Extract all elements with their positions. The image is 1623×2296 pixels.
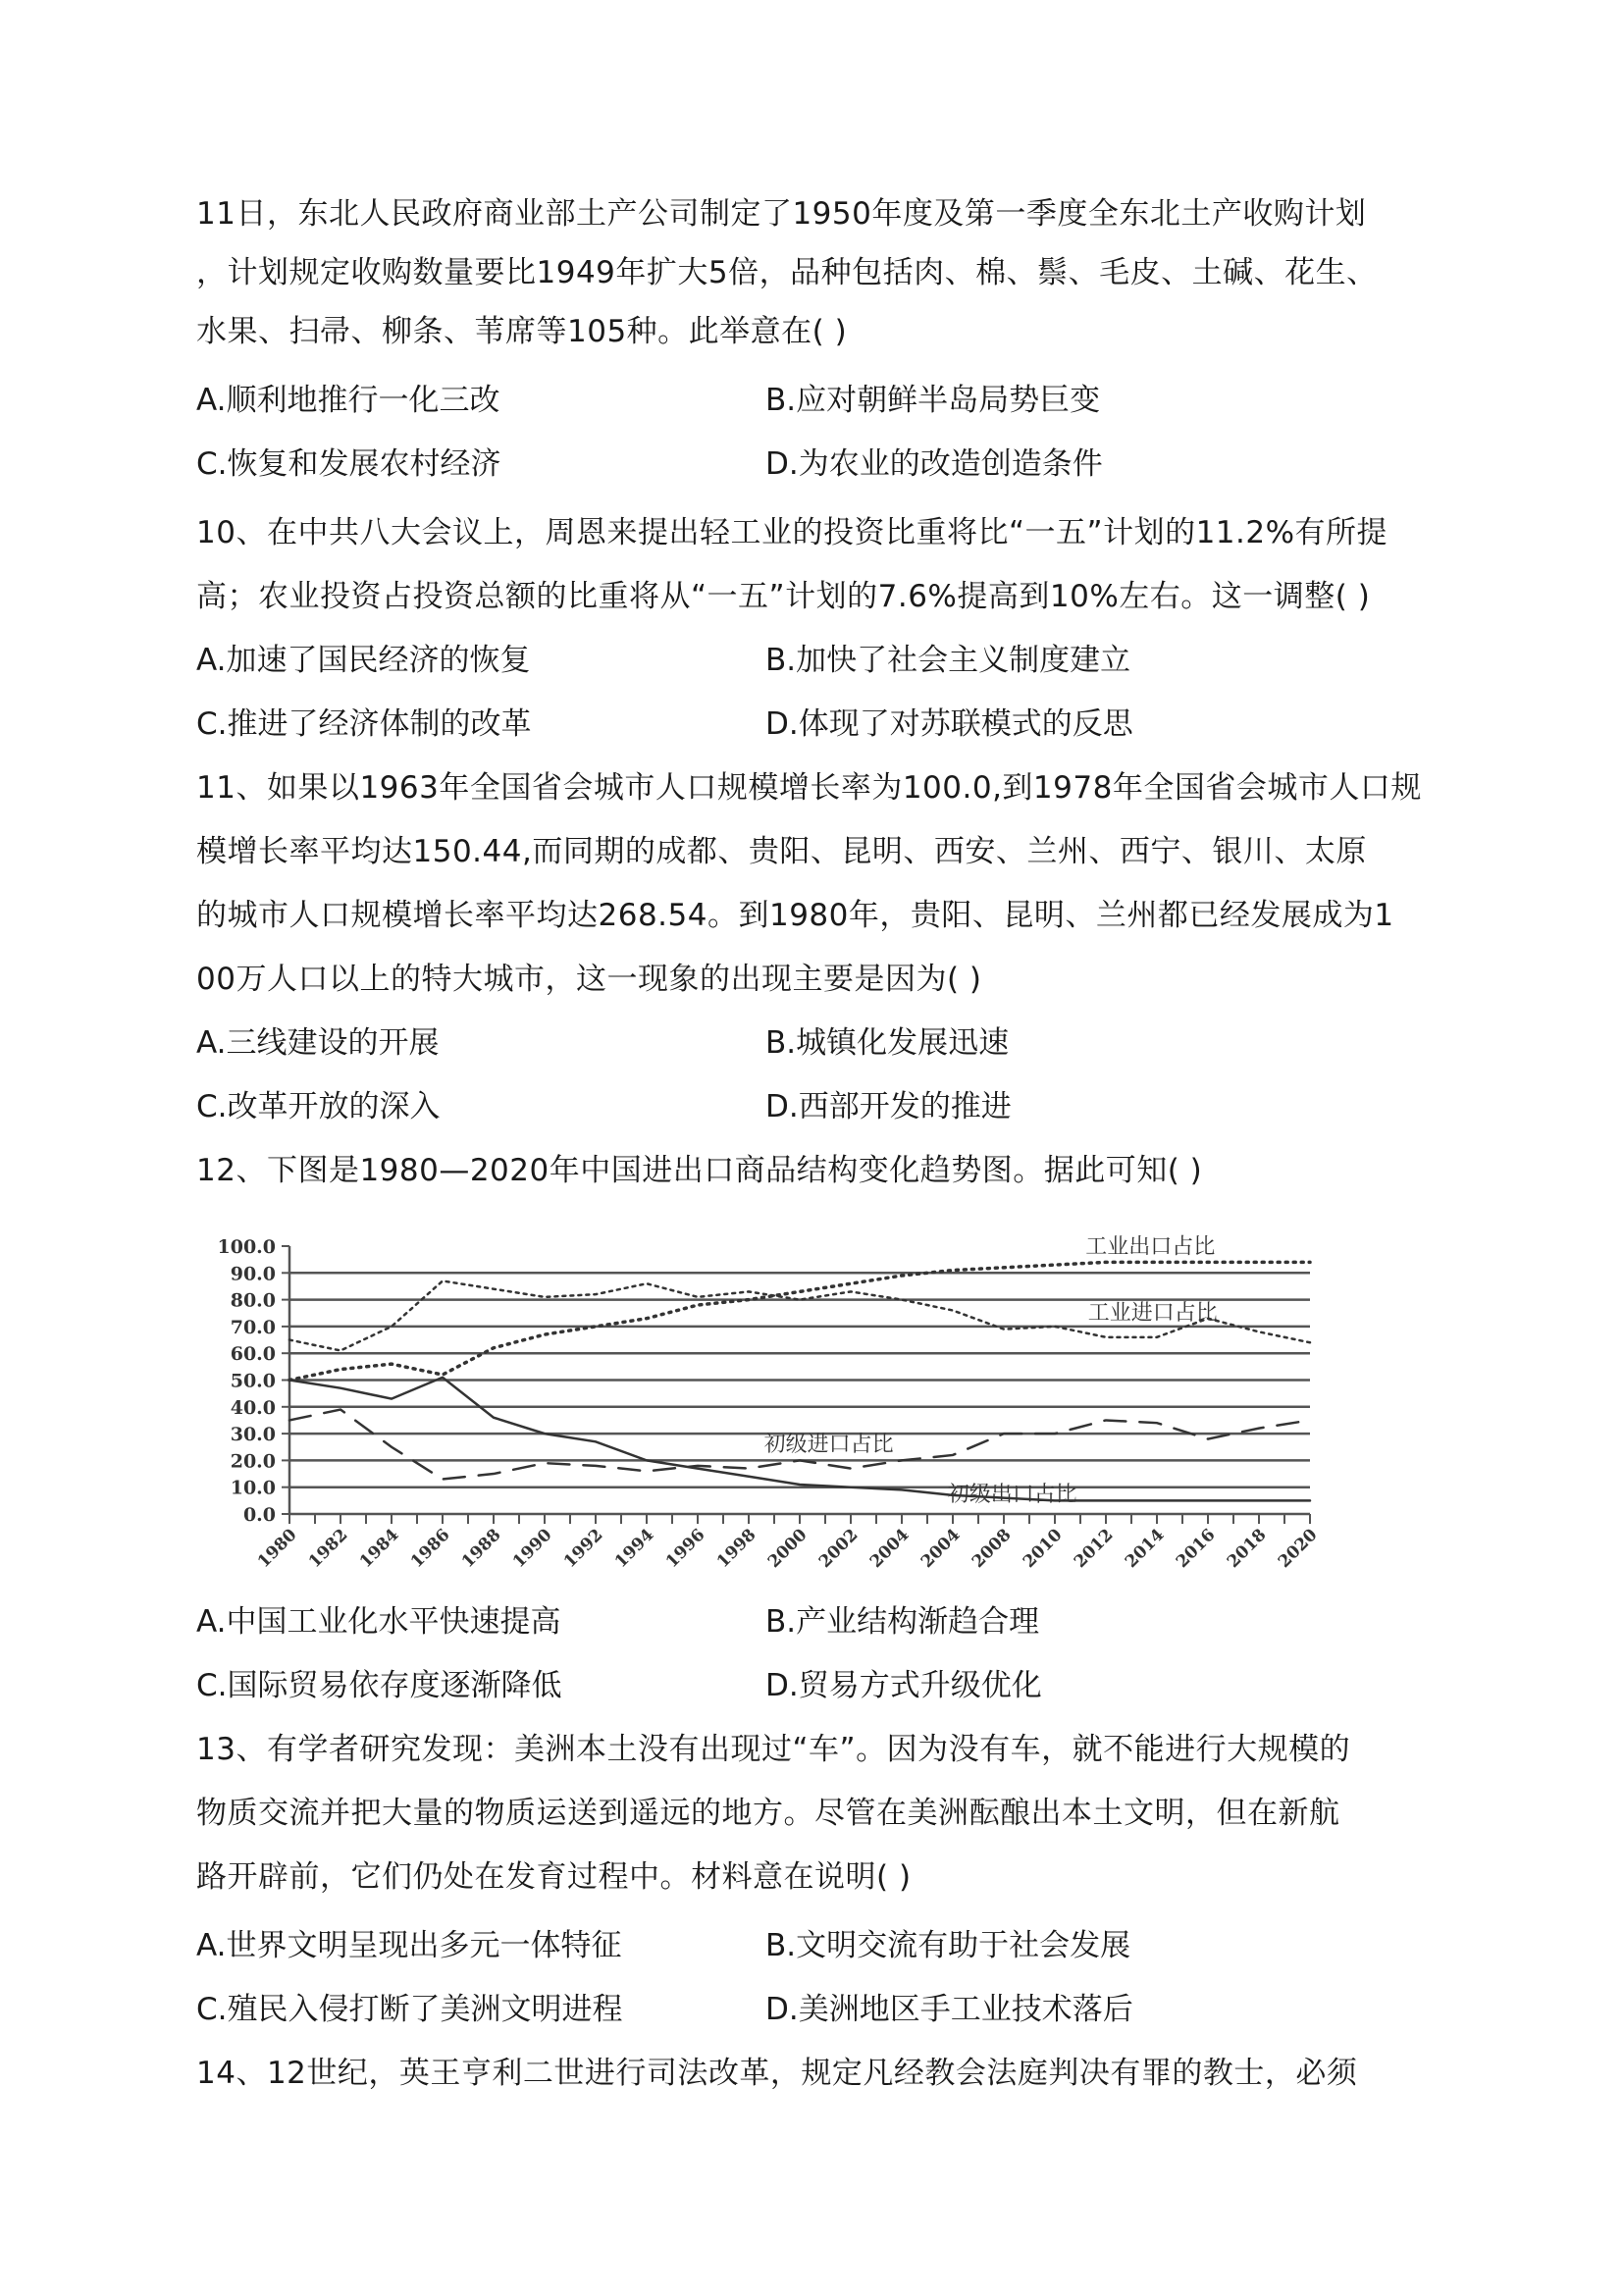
x-tick-label: 1998 <box>712 1525 760 1573</box>
q12-option-a[interactable]: A.中国工业化水平快速提高 <box>196 1604 561 1640</box>
q9-option-c[interactable]: C.恢复和发展农村经济 <box>196 446 501 482</box>
x-tick-label: 1996 <box>661 1525 709 1573</box>
q10-stem-line: 10、在中共八大会议上，周恩来提出轻工业的投资比重将比“一五”计划的11.2%有所提 <box>196 515 1388 550</box>
y-tick-label: 30.0 <box>230 1424 276 1446</box>
x-tick-label: 2010 <box>1019 1525 1067 1573</box>
q9-option-b[interactable]: B.应对朝鲜半岛局势巨变 <box>765 383 1101 418</box>
q11-stem-line: 11、如果以1963年全国省会城市人口规模增长率为100.0,到1978年全国省会城市人口规 <box>196 770 1422 806</box>
x-tick-label: 2004 <box>865 1525 914 1573</box>
x-tick-label: 1980 <box>253 1525 301 1573</box>
x-tick-label: 1992 <box>559 1525 607 1573</box>
q10-option-b[interactable]: B.加快了社会主义制度建立 <box>765 643 1131 678</box>
x-tick-label: 2020 <box>1274 1525 1322 1573</box>
x-tick-label: 2016 <box>1172 1525 1220 1573</box>
y-tick-label: 60.0 <box>230 1343 276 1366</box>
x-tick-label: 2012 <box>1070 1525 1118 1573</box>
series-annotation: 初级出口占比 <box>947 1482 1077 1507</box>
x-tick-label: 1984 <box>355 1525 403 1573</box>
q11-stem-line: 模增长率平均达150.44,而同期的成都、贵阳、昆明、西安、兰州、西宁、银川、太原 <box>196 834 1367 869</box>
x-tick-label: 2004 <box>916 1525 965 1573</box>
q13-stem-line: 路开辟前，它们仍处在发育过程中。材料意在说明( ) <box>196 1859 912 1895</box>
y-tick-label: 0.0 <box>242 1504 276 1526</box>
q9-stem-line: ，计划规定收购数量要比1949年扩大5倍，品种包括肉、棉、鬃、毛皮、土碱、花生、 <box>196 255 1378 290</box>
q13-option-b[interactable]: B.文明交流有助于社会发展 <box>765 1928 1131 1963</box>
q12-option-c[interactable]: C.国际贸易依存度逐渐降低 <box>196 1668 562 1703</box>
q14-stem-line: 14、12世纪，英王亨利二世进行司法改革，规定凡经教会法庭判决有罪的教士，必须 <box>196 2056 1358 2091</box>
q11-option-c[interactable]: C.改革开放的深入 <box>196 1089 441 1124</box>
q13-option-a[interactable]: A.世界文明呈现出多元一体特征 <box>196 1928 622 1963</box>
q13-option-c[interactable]: C.殖民入侵打断了美洲文明进程 <box>196 1992 623 2027</box>
q9-option-d[interactable]: D.为农业的改造创造条件 <box>765 446 1103 482</box>
y-tick-label: 50.0 <box>230 1370 276 1392</box>
q10-option-d[interactable]: D.体现了对苏联模式的反思 <box>765 706 1133 742</box>
q10-stem-line: 高；农业投资占投资总额的比重将从“一五”计划的7.6%提高到10%左右。这一调整( ) <box>196 579 1371 614</box>
x-tick-label: 2014 <box>1121 1525 1169 1573</box>
x-tick-label: 1994 <box>610 1525 658 1573</box>
q11-option-d[interactable]: D.西部开发的推进 <box>765 1089 1012 1124</box>
y-tick-label: 90.0 <box>230 1263 276 1285</box>
series-annotation: 工业出口占比 <box>1085 1234 1216 1260</box>
x-tick-label: 2000 <box>763 1525 812 1573</box>
x-tick-label: 2008 <box>968 1525 1016 1573</box>
x-tick-label: 2002 <box>814 1525 863 1573</box>
x-axis <box>254 1514 1322 1572</box>
q13-stem-line: 物质交流并把大量的物质运送到遥远的地方。尽管在美洲酝酿出本土文明，但在新航 <box>196 1796 1340 1831</box>
y-tick-label: 10.0 <box>230 1477 276 1499</box>
q9-stem-line: 11日，东北人民政府商业部土产公司制定了1950年度及第一季度全东北土产收购计划 <box>196 196 1367 232</box>
x-tick-label: 1986 <box>406 1525 454 1573</box>
q11-option-a[interactable]: A.三线建设的开展 <box>196 1025 440 1061</box>
q11-stem-line: 的城市人口规模增长率平均达268.54。到1980年，贵阳、昆明、兰州都已经发展成为1 <box>196 898 1394 933</box>
q12-option-b[interactable]: B.产业结构渐趋合理 <box>765 1604 1040 1640</box>
y-tick-label: 20.0 <box>230 1450 276 1473</box>
x-tick-label: 1988 <box>457 1525 505 1573</box>
x-tick-label: 1990 <box>508 1525 556 1573</box>
y-tick-label: 40.0 <box>230 1396 276 1419</box>
series-annotation: 初级进口占比 <box>763 1432 894 1457</box>
q11-option-b[interactable]: B.城镇化发展迅速 <box>765 1025 1010 1061</box>
x-tick-label: 2018 <box>1223 1525 1271 1573</box>
y-tick-label: 70.0 <box>230 1316 276 1338</box>
q12-option-d[interactable]: D.贸易方式升级优化 <box>765 1668 1042 1703</box>
q9-stem-line: 水果、扫帚、柳条、苇席等105种。此举意在( ) <box>196 314 848 349</box>
q13-stem-line: 13、有学者研究发现：美洲本土没有出现过“车”。因为没有车，就不能进行大规模的 <box>196 1732 1351 1767</box>
chart-series <box>289 1262 1310 1500</box>
q10-option-a[interactable]: A.加速了国民经济的恢复 <box>196 643 531 678</box>
q13-option-d[interactable]: D.美洲地区手工业技术落后 <box>765 1992 1133 2027</box>
y-axis <box>218 1236 290 1526</box>
import-export-structure-chart <box>191 1226 1330 1599</box>
q12-stem-line: 12、下图是1980—2020年中国进出口商品结构变化趋势图。据此可知( ) <box>196 1153 1203 1188</box>
q11-stem-line: 00万人口以上的特大城市，这一现象的出现主要是因为( ) <box>196 962 982 997</box>
y-tick-label: 80.0 <box>230 1289 276 1312</box>
x-tick-label: 1982 <box>304 1525 352 1573</box>
q10-option-c[interactable]: C.推进了经济体制的改革 <box>196 706 532 742</box>
q9-option-a[interactable]: A.顺利地推行一化三改 <box>196 383 500 418</box>
y-tick-label: 100.0 <box>217 1236 276 1258</box>
series-annotation: 工业进口占比 <box>1087 1301 1218 1327</box>
